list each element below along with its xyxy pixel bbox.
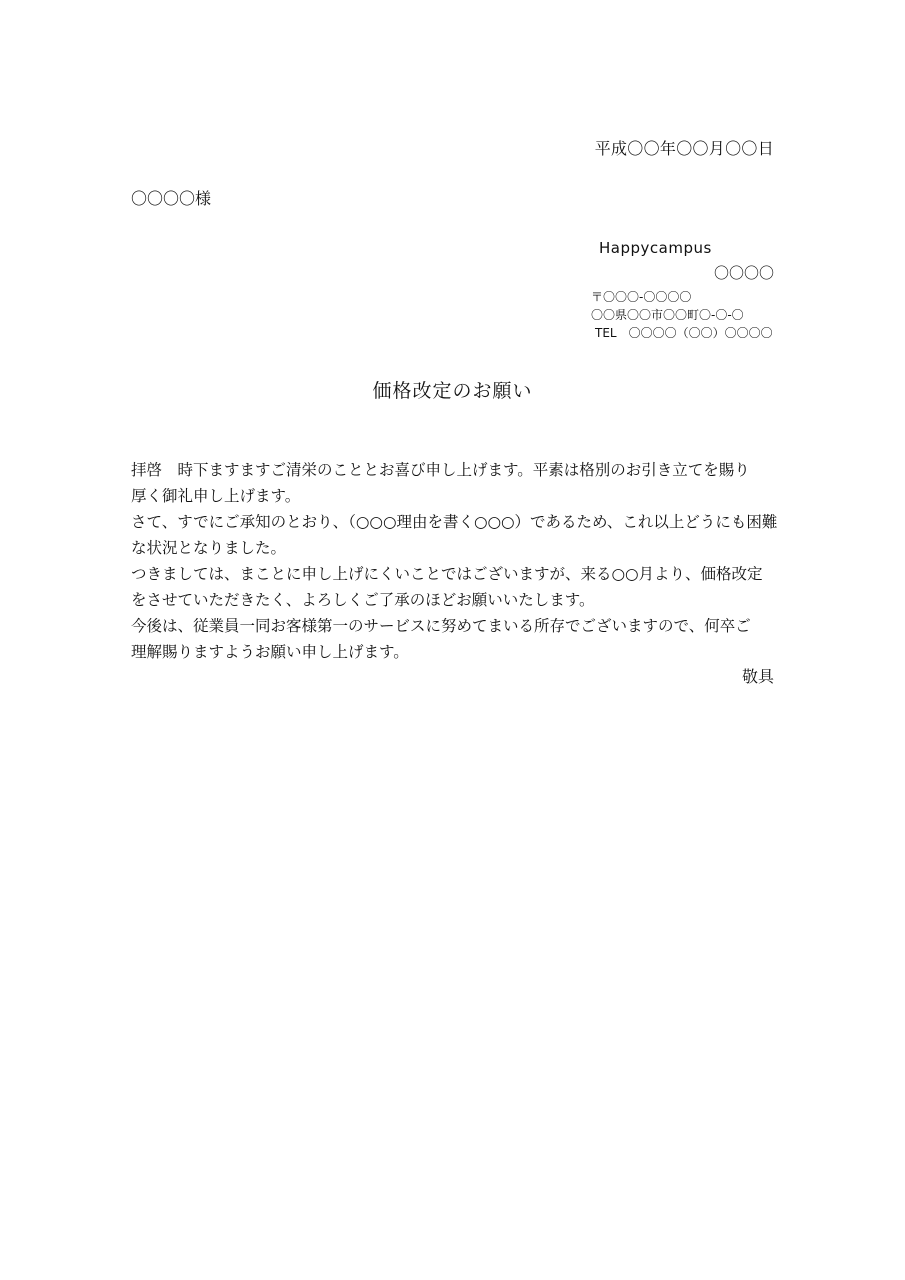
body-line: 拝啓 時下ますますご清栄のこととお喜び申し上げます。平素は格別のお引き立てを賜り — [131, 461, 750, 479]
sender-postal-code: 〒〇〇〇-〇〇〇〇 — [591, 290, 692, 304]
body-line: な状況となりました。 — [131, 539, 287, 557]
body-line: つきましては、まことに申し上げにくいことではございますが、来る○○月より、価格改定 — [131, 565, 763, 583]
sender-company: Happycampus — [599, 239, 712, 257]
body-line: 今後は、従業員一同お客様第一のサービスに努めてまいる所存でございますので、何卒ご — [131, 617, 751, 635]
letter-body — [131, 457, 781, 665]
recipient-name: 〇〇〇〇様 — [131, 189, 212, 208]
letter-date: 平成〇〇年〇〇月〇〇日 — [594, 139, 774, 158]
body-line: 厚く御礼申し上げます。 — [131, 487, 301, 505]
body-line: さて、すでにご承知のとおり、（○○○理由を書く○○○）であるため、これ以上どうにも困難 — [131, 513, 778, 531]
body-line: をさせていただきたく、よろしくご了承のほどお願いいたします。 — [131, 591, 595, 609]
sender-phone: TEL 〇〇〇〇（〇〇）〇〇〇〇 — [595, 326, 773, 340]
sender-address: 〇〇県〇〇市〇〇町〇-〇-〇 — [591, 308, 744, 322]
sender-name: 〇〇〇〇 — [713, 264, 774, 282]
body-line: 理解賜りますようお願い申し上げます。 — [131, 643, 409, 661]
letter-title: 価格改定のお願い — [372, 380, 533, 402]
letter-closing: 敬具 — [741, 667, 774, 686]
